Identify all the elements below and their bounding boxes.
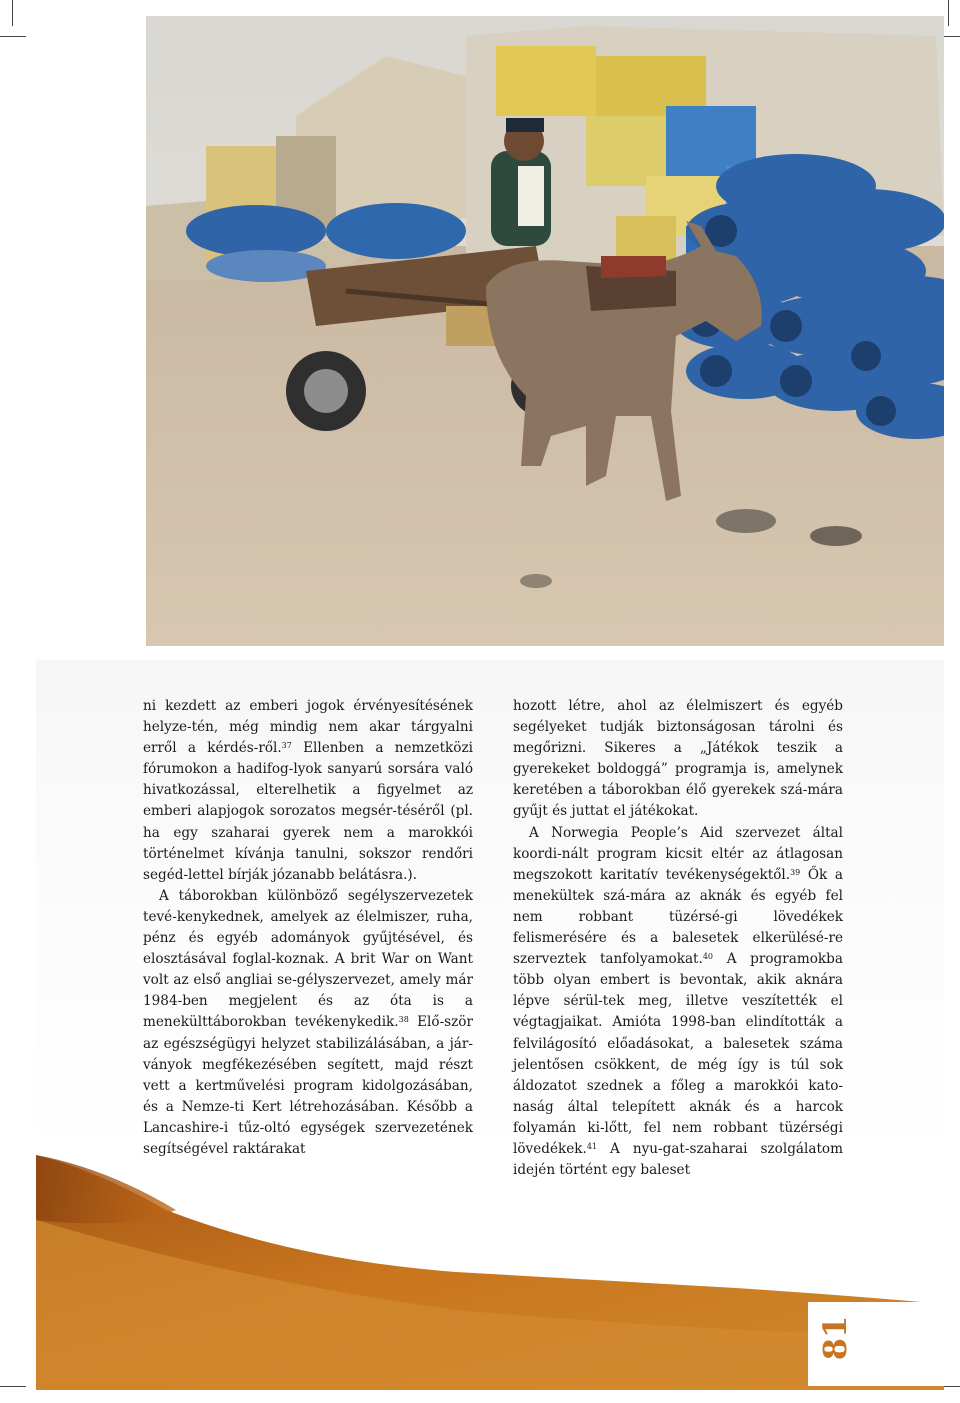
text-run: A táborokban különböző segélyszervezetek tevé-kenykednek, amelyek az élelmiszer, ruha, pénz és egyéb adományok gyűjtésével, és elosztásával foglal-koznak. A brit War on Want volt az első angliai se-gélyszervezet, amely már 1984-ben megjelent és az óta is a menekülttáborokban tevékenykedik. bbox=[143, 887, 473, 1031]
footnote-ref: 41 bbox=[586, 1141, 598, 1151]
right-paragraph-1 bbox=[513, 696, 843, 823]
footnote-ref: 40 bbox=[702, 952, 714, 962]
text-run: hozott létre, ahol az élelmiszert és egyéb segélyeket tudják biztonságosan tárolni és megőrizni. Sikeres a „Játékok teszik a gyerekeket boldoggá” programja is, amelynek keretében a táborokban élő gyerekek szá-mára gyűjt és juttat el játékokat. bbox=[513, 698, 843, 820]
text-run: Elő-ször az egészségügyi helyzet stabilizálásában, a jár-ványok megfékezésében segített, majd részt vett a kertművelési program kidolgozásában, és a Nemze-ti Kert létrehozásában. Később a Lancashire-i tűz-oltó egységek szervezetének segítségével raktárakat bbox=[143, 1014, 473, 1157]
footnote-ref: 38 bbox=[398, 1015, 409, 1025]
text-run: ni kezdett az emberi jogok érvényesítésének helyze-tén, még mindig nem akar tárgyalni erről a kérdés-ről. bbox=[143, 698, 473, 757]
text-run: Ellenben a nemzetközi fórumokon a hadifog-lyok sanyarú sorsára való hivatkozással, elterelhetik a figyelmet az emberi alapjogok sorozatos megsér-téséről (pl. ha egy szaharai gyerek nem a marokkói történelmet kívánja tanulni, sokszor rendőri segéd-lettel bírják józanabb belátásra.). bbox=[143, 740, 473, 883]
crop-mark-top-right-v bbox=[948, 0, 949, 26]
left-paragraph-1 bbox=[143, 696, 473, 886]
crop-mark-top-left-v bbox=[12, 0, 13, 26]
right-text-column bbox=[513, 696, 843, 1181]
crop-mark-top-left-h bbox=[0, 36, 26, 37]
footnote-ref: 39 bbox=[790, 867, 801, 877]
crop-mark-bottom-left-h bbox=[0, 1386, 26, 1387]
left-paragraph-2 bbox=[143, 886, 473, 1160]
refugee-camp-photo bbox=[146, 16, 944, 646]
footnote-ref: 37 bbox=[281, 741, 292, 751]
text-run: A nyu-gat-szaharai szolgálatom idején történt egy baleset bbox=[513, 1140, 843, 1179]
left-text-column bbox=[143, 696, 473, 1160]
page-number: 81 bbox=[816, 1315, 854, 1361]
text-run: Ők a menekültek szá-mára az aknák és egyéb fel nem robbant tüzérsé-gi lövedékek felismerésére és a balesetek elkerülésé-re szerveztek tanfolyamokat. bbox=[513, 866, 843, 968]
right-paragraph-2 bbox=[513, 823, 843, 1182]
text-run: A Norwegia People’s Aid szervezet által koordi-nált program kicsit eltér az átlagosan megszokott karitatív tevékenységektől. bbox=[513, 824, 843, 883]
text-run: A programokba több olyan embert is bevontak, akik aknára lépve sérül-tek meg, illetve veszítették el végtagjaikat. Amióta 1998-ban elindították a felvilágosító előadásokat, a balesetek száma jelentősen csökkent, de még így is túl sok áldozatot szednek a főleg a marokkói kato-naság által telepített aknák és a harcok folyamán ki-lőtt, fel nem robbant tüzérségi lövedékek. bbox=[513, 951, 843, 1157]
